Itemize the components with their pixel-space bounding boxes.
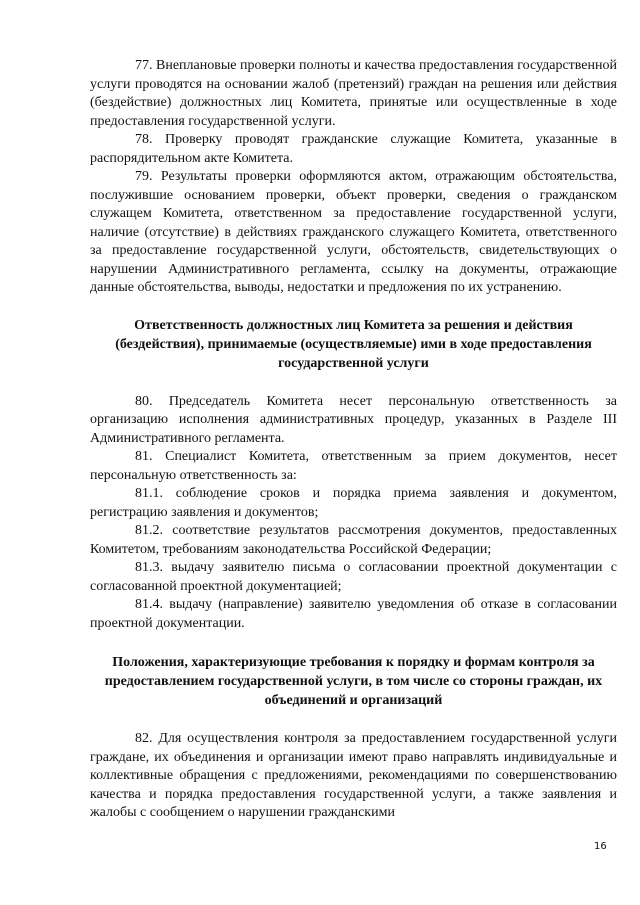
paragraph-81-1: 81.1. соблюдение сроков и порядка приема заявления и документом, регистрацию заявления и документов; <box>90 486 617 520</box>
paragraph-80: 80. Председатель Комитета несет персональную ответственность за организацию исполнения административных процедур, указанных в Разделе III Административного регламента. <box>90 393 617 446</box>
paragraph-81-4: 81.4. выдачу (направление) заявителю уведомления об отказе в согласовании проектной документации. <box>90 597 617 631</box>
paragraph-81: 81. Специалист Комитета, ответственным за прием документов, несет персональную ответственность за: <box>90 449 617 483</box>
paragraph-78: 78. Проверку проводят гражданские служащие Комитета, указанные в распорядительном акте Комитета. <box>90 132 617 166</box>
paragraph-82: 82. Для осуществления контроля за предоставлением государственной услуги граждане, их объединения и организации имеют право направлять индивидуальные и коллективные обращения с предложениями, рекомендациями по совершенствованию качества и порядка предоставления государственной услуги, а также заявления и жалобы с сообщением о нарушении гражданскими <box>90 731 617 820</box>
page-number: 16 <box>594 841 607 852</box>
paragraph-77: 77. Внеплановые проверки полноты и качества предоставления государственной услуги проводятся на основании жалоб (претензий) граждан на решения или действия (бездействие) должностных лиц Комитета, принятые или осуществленные в ходе предоставления государственной услуги. <box>90 58 617 129</box>
section-heading-responsibility: Ответственность должностных лиц Комитета за решения и действия (бездействия), принимаемые (осуществляемые) ими в ходе предоставления государственной услуги <box>115 317 592 371</box>
paragraph-81-2: 81.2. соответствие результатов рассмотрения документов, предоставленных Комитетом, требованиям законодательства Российской Федерации; <box>90 523 617 557</box>
section-heading-control: Положения, характеризующие требования к порядку и формам контроля за предоставлением государственной услуги, в том числе со стороны граждан, их объединений и организаций <box>104 655 603 708</box>
document-page <box>90 57 617 823</box>
paragraph-81-3: 81.3. выдачу заявителю письма о согласовании проектной документации с согласованной проектной документацией; <box>90 560 617 594</box>
paragraph-79: 79. Результаты проверки оформляются актом, отражающим обстоятельства, послужившие основанием проверки, объект проверки, сведения о гражданском служащем Комитета, ответственном за предоставление государственной услуги, наличие (отсутствие) в действиях гражданского служащего Комитета, ответственного за предоставление государственной услуги, обстоятельств, свидетельствующих о нарушении Административного регламента, ссылку на документы, отражающие данные обстоятельства, выводы, недостатки и предложения по их устранению. <box>90 169 617 295</box>
